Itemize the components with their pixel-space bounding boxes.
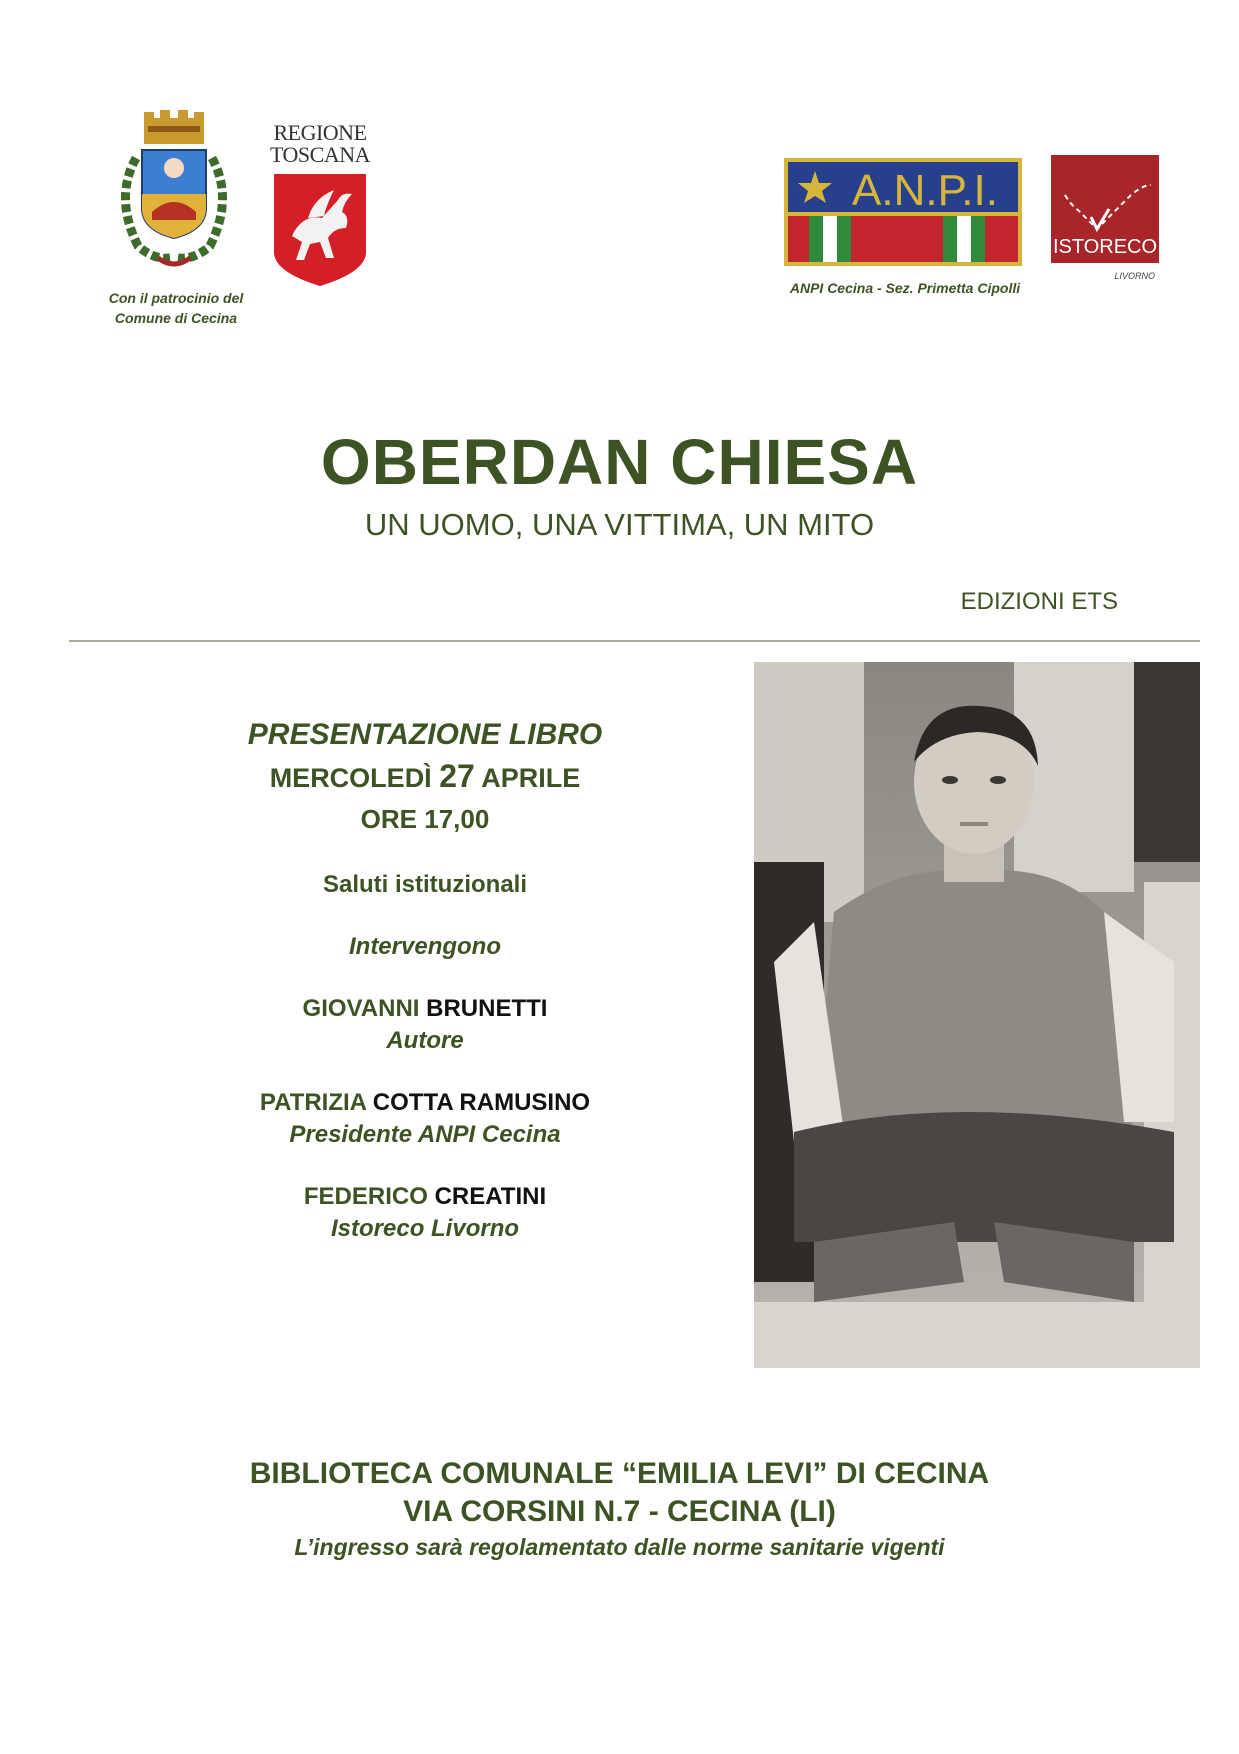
- event-date: [170, 755, 680, 799]
- institutional-greetings: Saluti istituzionali: [322, 871, 527, 898]
- speaker-last-name: COTTA RAMUSINO: [372, 1089, 591, 1116]
- event-date-month: APRILE: [481, 763, 581, 793]
- anpi-logo: [783, 157, 1023, 267]
- divider: [69, 640, 1200, 642]
- speaker-first-name: FEDERICO: [303, 1183, 428, 1210]
- comune-caption-line-2: Comune di Cecina: [114, 310, 238, 326]
- speaker-role: Istoreco Livorno: [330, 1215, 520, 1242]
- event-date-number: 27: [439, 758, 475, 794]
- book-subtitle: UN UOMO, UNA VITTIMA, UN MITO: [364, 507, 875, 542]
- event-date-day: MERCOLEDÌ: [269, 763, 432, 793]
- speaker-first-name: GIOVANNI: [302, 995, 420, 1022]
- speaker: [170, 1087, 680, 1151]
- speakers-heading: Intervengono: [348, 933, 501, 960]
- comune-caption-line-1: Con il patrocinio del: [108, 290, 244, 306]
- speaker-name: [170, 1181, 680, 1213]
- pegasus-shield-icon: [268, 172, 372, 288]
- speaker: [170, 993, 680, 1057]
- anpi-logo-text: A.N.P.I.: [852, 166, 998, 215]
- event-heading: PRESENTAZIONE LIBRO: [247, 718, 603, 751]
- regione-name-line-1: REGIONE: [273, 120, 367, 145]
- comune-di-cecina-coat-of-arms: [108, 108, 240, 278]
- speaker-last-name: BRUNETTI: [426, 995, 548, 1022]
- istoreco-logo: [1051, 155, 1159, 285]
- regione-name-line-2: TOSCANA: [269, 142, 370, 167]
- speaker-role: Autore: [386, 1027, 464, 1054]
- speaker: [170, 1181, 680, 1245]
- speaker-name: [170, 993, 680, 1025]
- comune-caption: [78, 288, 274, 328]
- publisher: EDIZIONI ETS: [960, 588, 1118, 615]
- entry-note: L’ingresso sarà regolamentato dalle norme sanitarie vigenti: [294, 1534, 945, 1560]
- anpi-caption: ANPI Cecina - Sez. Primetta Cipolli: [789, 280, 1021, 296]
- venue-block: [0, 1455, 1239, 1563]
- venue-name: BIBLIOTECA COMUNALE “EMILIA LEVI” DI CECINA: [249, 1457, 990, 1490]
- speaker-name: [170, 1087, 680, 1119]
- event-program: [170, 715, 680, 1245]
- speaker-last-name: CREATINI: [434, 1183, 547, 1210]
- speaker-first-name: PATRIZIA: [259, 1089, 367, 1116]
- event-time: ORE 17,00: [360, 804, 490, 834]
- speaker-role: Presidente ANPI Cecina: [289, 1121, 561, 1148]
- book-title: OBERDAN CHIESA: [320, 426, 919, 498]
- venue-address: VIA CORSINI N.7 - CECINA (LI): [403, 1495, 836, 1528]
- istoreco-name: ISTORECO: [1052, 236, 1158, 258]
- regione-toscana-logo: [268, 122, 372, 282]
- istoreco-city: LIVORNO: [1114, 271, 1155, 281]
- portrait-photo: [754, 662, 1200, 1368]
